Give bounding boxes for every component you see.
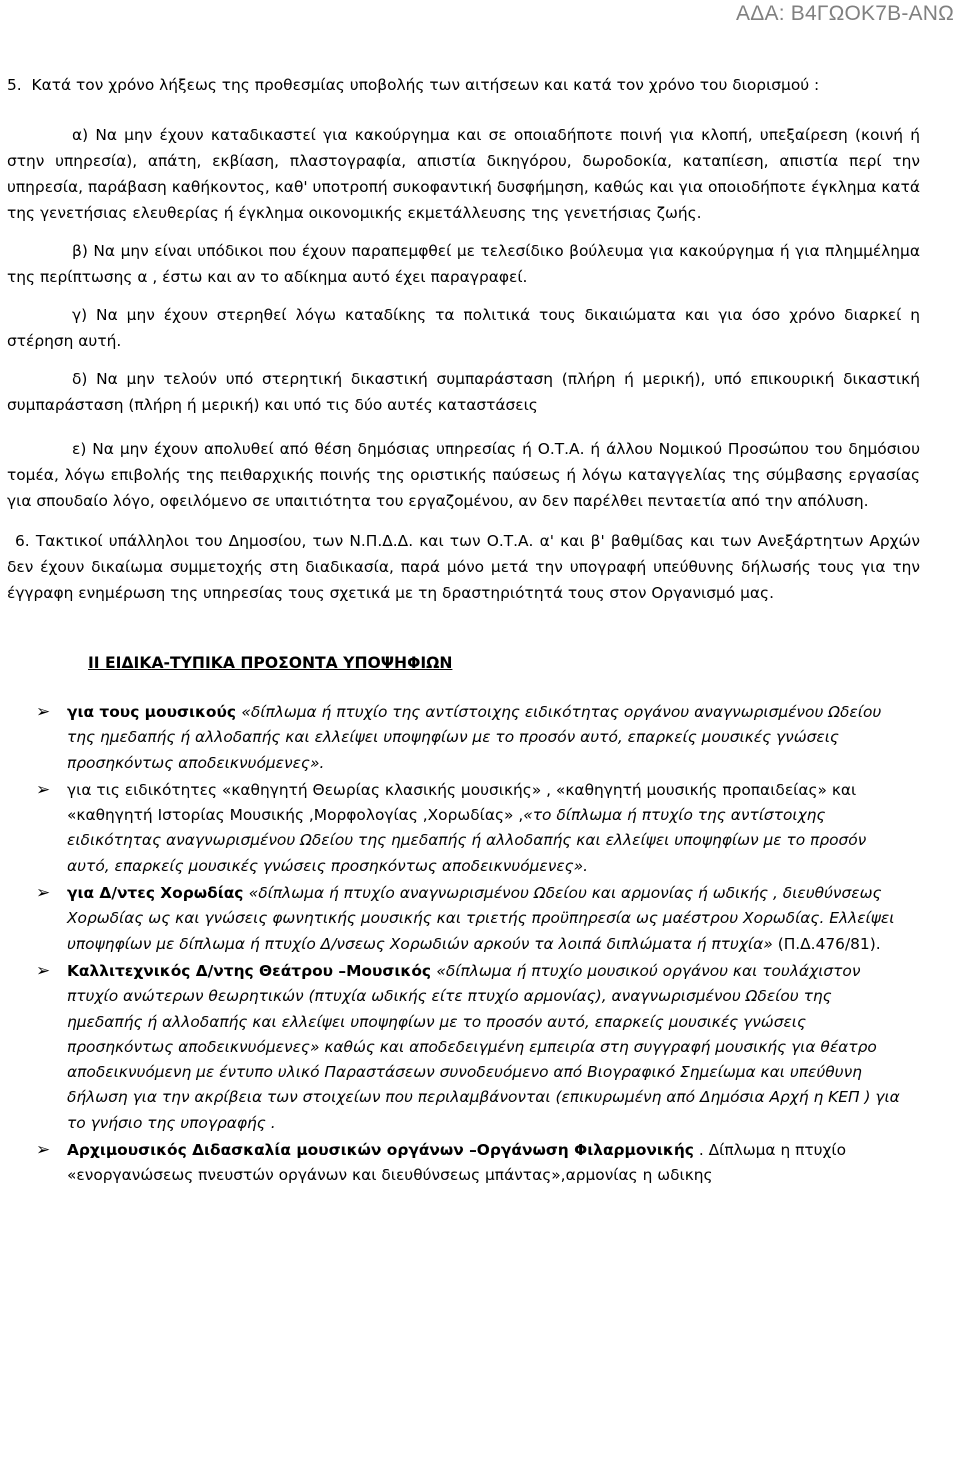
item5-number: 5. — [7, 76, 22, 94]
item5-e: ε) Να μην έχουν απολυθεί από θέση δημόσιας υπηρεσίας ή Ο.Τ.Α. ή άλλου Νομικού Προσώπου του δημόσιου τομέα, λόγω επιβολής της πειθαρχικής ποινής της οριστικής παύσεως ή λόγω καταγγελίας της σύμβασης εργασίας για σπουδαίο λόγο, οφειλόμενο σε υπαιτιότητα του εργαζομένου, αν δεν παρέλθει πενταετία από την απόλυση. — [7, 440, 920, 510]
document-body — [0, 72, 960, 1191]
list-item: ➢ για τις ειδικότητες «καθηγητή Θεωρίας κλασικής μουσικής» , «καθηγητή μουσικής προπαιδείας» και «καθηγητή Ιστορίας Μουσικής ,Μορφολογίας ,Χορωδίας» ,«το δίπλωμα ή πτυχίο της αντίστοιχης ειδικότητας αναγνωρισμένου Ωδείου της ημεδαπής ή αλλοδαπής και ελλείψει υποψηφίων με το προσόν αυτό, επαρκείς μουσικές γνώσεις προσηκόντως αποδεικνυόμενες». — [36, 779, 867, 875]
item5-d: δ) Να μην τελούν υπό στερητική δικαστική συμπαράσταση (πλήρη ή μερική), υπό επικουρική δικαστική συμπαράσταση (πλήρη ή μερική) και υπό τις δύο αυτές καταστάσεις — [7, 370, 920, 414]
arrow-bullet-icon: ➢ — [36, 702, 51, 722]
item6: 6. Τακτικοί υπάλληλοι του Δημοσίου, των Ν.Π.Δ.Δ. και των Ο.Τ.Α. α' και β' βαθμίδας και των Ανεξάρτητων Αρχών δεν έχουν δικαίωμα συμμετοχής στη διαδικασία, παρά μόνο μετά την υπογραφή υπεύθυνης δήλωσής τους για την έγγραφη ενημέρωση της υπηρεσίας τους σχετικά με τη δραστηριότητά τους στον Οργανισμό μας. — [7, 532, 920, 602]
item6-number: 6. — [15, 532, 30, 550]
item5-c: γ) Να μην έχουν στερηθεί λόγω καταδίκης τα πολιτικά τους δικαιώματα και για όσο χρόνο διαρκεί η στέρηση αυτή. — [7, 306, 920, 350]
ada-header: ΑΔΑ: Β4ΓΩΟΚ7Β-ΑΝΩ — [736, 2, 954, 25]
item5-a: α) Να μην έχουν καταδικαστεί για κακούργημα και σε οποιαδήποτε ποινή για κλοπή, υπεξαίρεση (κοινή ή στην υπηρεσία), απάτη, εκβίαση, πλαστογραφία, απιστία δικηγόρου, δωροδοκία, καταπίεση, απιστία περί την υπηρεσία, παράβαση καθήκοντος, καθ' υποτροπή συκοφαντική δυσφήμηση, καθώς και για οποιοδήποτε έγκλημα κατά της γενετήσιας ελευθερίας ή έγκλημα οικονομικής εκμετάλλευσης της γενετήσιας ζωής. — [7, 126, 920, 222]
qualifications-list — [0, 700, 960, 1189]
item5-b: β) Να μην είναι υπόδικοι που έχουν παραπεμφθεί με τελεσίδικο βούλευμα για κακούργημα ή για πλημμέλημα της περίπτωσης α , έστω και αν το αδίκημα αυτό έχει παραγραφεί. — [7, 242, 920, 286]
item5-intro: 5. Κατά τον χρόνο λήξεως της προθεσμίας υποβολής των αιτήσεων και κατά τον χρόνο του διορισμού : — [7, 76, 820, 94]
list-item: ➢ για Δ/ντες Χορωδίας «δίπλωμα ή πτυχίο αναγνωρισμένου Ωδείου και αρμονίας ή ωδικής , διευθύνσεως Χορωδίας ως και γνώσεις φωνητικής μουσικής και τριετής προϋπηρεσία ως μαέστρου Χορωδίας. Ελλείψει υποψηφίων με δίπλωμα ή πτυχίο Δ/νσεως Χορωδιών αρκούν τα λοιπά διπλώματα ή πτυχία» (Π.Δ.476/81). — [36, 883, 895, 953]
arrow-bullet-icon: ➢ — [36, 883, 51, 904]
arrow-bullet-icon: ➢ — [36, 1140, 51, 1161]
list-item: ➢ Καλλιτεχνικός Δ/ντης Θεάτρου –Μουσικός «δίπλωμα ή πτυχίο μουσικού οργάνου και τουλάχιστον πτυχίο ανώτερων θεωρητικών (πτυχία ωδικής είτε πτυχίο αρμονίας), αναγνωρισμένου Ωδείου της ημεδαπής ή αλλοδαπής και ελλείψει υποψηφίων με το προσόν αυτό, επαρκείς μουσικές γνώσεις προσηκόντως αποδεικνυόμενες» καθώς και αποδεδειγμένη εμπειρία στη συγγραφή μουσικής για θέατρο αποδεικνυόμενη με έντυπο υλικό Παραστάσεων συνοδευόμενο από Βιογραφικό Σημείωμα και υπεύθυνη δήλωση για την ακρίβεια των στοιχείων που περιλαμβάνονται (επικυρωμένη από Δημόσια Αρχή η ΚΕΠ ) για το γνήσιο της υπογραφής . — [36, 960, 900, 1132]
arrow-bullet-icon: ➢ — [36, 779, 51, 800]
list-item: ➢ για τους μουσικούς «δίπλωμα ή πτυχίο της αντίστοιχης ειδικότητας οργάνου αναγνωρισμένου Ωδείου της ημεδαπής ή αλλοδαπής και ελλείψει υποψηφίων με το προσόν αυτό, επαρκείς μουσικές γνώσεις προσηκόντως αποδεικνυόμενες». — [36, 702, 882, 772]
section2-heading: ΙΙ ΕΙΔΙΚΑ-ΤΥΠΙΚΑ ΠΡΟΣΟΝΤΑ ΥΠΟΨΗΦΙΩΝ — [88, 654, 453, 672]
list-item: ➢ Αρχιμουσικός Διδασκαλία μουσικών οργάνων –Οργάνωση Φιλαρμονικής . Δίπλωμα η πτυχίο «ενοργανώσεως πνευστών οργάνων και διευθύνσεως μπάντας»,αρμονίας η ωδικης — [36, 1140, 847, 1185]
arrow-bullet-icon: ➢ — [36, 960, 51, 981]
